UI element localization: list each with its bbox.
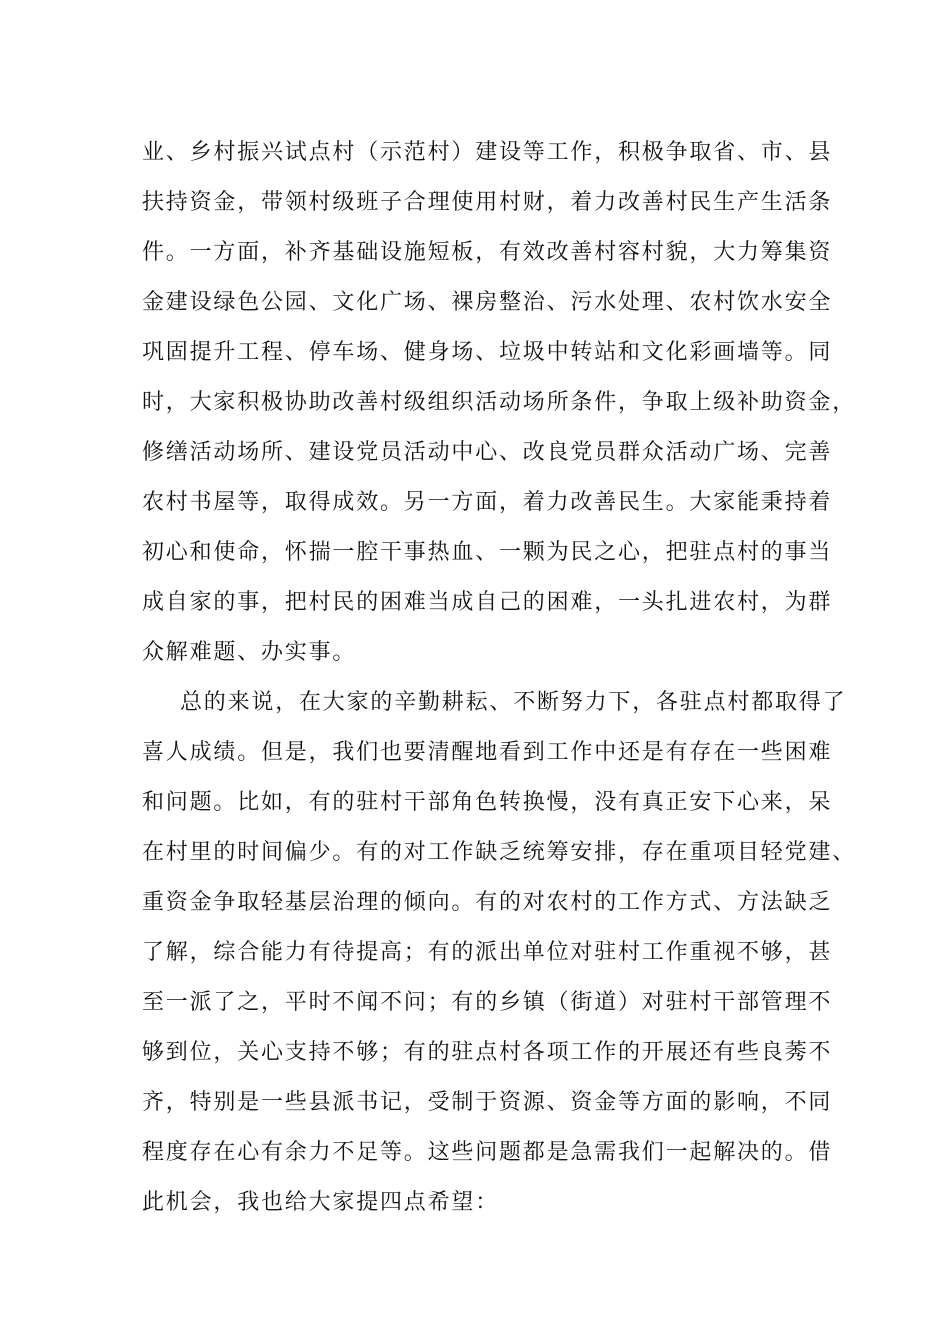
text-line: 件。一方面，补齐基础设施短板，有效改善村容村貌，大力筹集资 xyxy=(142,240,833,265)
paragraph-1 xyxy=(142,128,857,678)
text-line: 业、乡村振兴试点村（示范村）建设等工作，积极争取省、市、县 xyxy=(142,140,833,165)
text-line: 程度存在心有余力不足等。这些问题都是急需我们一起解决的。借 xyxy=(142,1140,833,1165)
text-line: 时，大家积极协助改善村级组织活动场所条件，争取上级补助资金， xyxy=(142,390,857,415)
text-line: 此机会，我也给大家提四点希望： xyxy=(142,1190,500,1215)
text-line: 喜人成绩。但是，我们也要清醒地看到工作中还是有存在一些困难 xyxy=(142,740,833,765)
text-line: 够到位，关心支持不够；有的驻点村各项工作的开展还有些良莠不 xyxy=(142,1040,833,1065)
text-line: 扶持资金，带领村级班子合理使用村财，着力改善村民生产生活条 xyxy=(142,190,833,215)
text-line: 初心和使命，怀揣一腔干事热血、一颗为民之心，把驻点村的事当 xyxy=(142,540,833,565)
paragraph-2 xyxy=(142,678,857,1228)
text-line: 齐，特别是一些县派书记，受制于资源、资金等方面的影响，不同 xyxy=(142,1090,833,1115)
text-line: 成自家的事，把村民的困难当成自己的困难，一头扎进农村，为群 xyxy=(142,590,833,615)
text-line: 众解难题、办实事。 xyxy=(142,640,357,665)
text-line: 至一派了之，平时不闻不问；有的乡镇（街道）对驻村干部管理不 xyxy=(142,990,833,1015)
text-line: 了解，综合能力有待提高；有的派出单位对驻村工作重视不够，甚 xyxy=(142,940,833,965)
text-line: 和问题。比如，有的驻村干部角色转换慢，没有真正安下心来，呆 xyxy=(142,790,833,815)
text-line: 总的来说，在大家的辛勤耕耘、不断努力下，各驻点村都取得了 xyxy=(180,690,847,715)
text-line: 巩固提升工程、停车场、健身场、垃圾中转站和文化彩画墙等。同 xyxy=(142,340,833,365)
text-line: 农村书屋等，取得成效。另一方面，着力改善民生。大家能秉持着 xyxy=(142,490,833,515)
text-line: 重资金争取轻基层治理的倾向。有的对农村的工作方式、方法缺乏 xyxy=(142,890,833,915)
text-line: 金建设绿色公园、文化广场、裸房整治、污水处理、农村饮水安全 xyxy=(142,290,833,315)
body-text xyxy=(142,128,857,1228)
text-line: 修缮活动场所、建设党员活动中心、改良党员群众活动广场、完善 xyxy=(142,440,833,465)
text-line: 在村里的时间偏少。有的对工作缺乏统筹安排，存在重项目轻党建、 xyxy=(142,840,857,865)
